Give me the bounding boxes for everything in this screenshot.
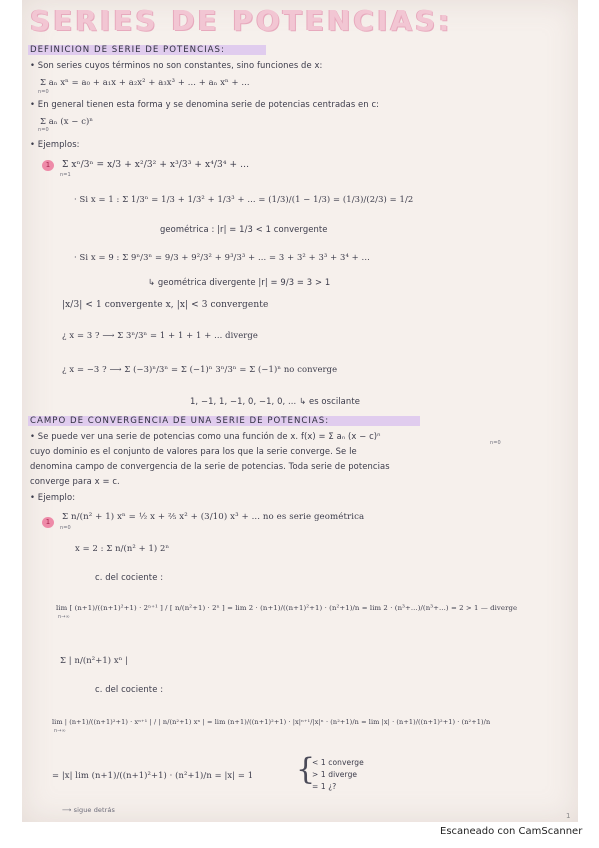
page-number: 1 <box>566 812 571 820</box>
text-line: • Se puede ver una serie de potencias como una función de x. f(x) = Σ aₙ (x − c)ⁿ <box>30 431 381 441</box>
formula-line: Σ aₙ xⁿ = a₀ + a₁x + a₂x² + a₃x³ + ... + aₙ xⁿ + ... <box>40 77 250 87</box>
formula-line: ¿ x = −3 ? ⟶ Σ (−3)ⁿ/3ⁿ = Σ (−1)ⁿ 3ⁿ/3ⁿ = Σ (−1)ⁿ no converge <box>62 364 338 374</box>
sum-limit: n=0 <box>60 525 71 531</box>
case-line: = 1 ¿? <box>312 782 337 791</box>
sum-limit: n=0 <box>38 127 49 133</box>
formula-line: lim [ (n+1)/((n+1)²+1) · 2ⁿ⁺¹ ] / [ n/(n²+1) · 2ⁿ ] = lim 2 · (n+1)/((n+1)²+1) · (n²+1)/n = lim 2 · (n³+...)/(n³+...) = 2 > 1 — diverge <box>56 604 518 612</box>
formula-line: · Si x = 9 : Σ 9ⁿ/3ⁿ = 9/3 + 9²/3² + 9³/3³ + ... = 3 + 3² + 3³ + 3⁴ + ... <box>74 252 370 262</box>
example-badge: 1 <box>42 517 54 528</box>
section-heading-campo: CAMPO DE CONVERGENCIA DE UNA SERIE DE POTENCIAS: <box>30 416 330 426</box>
formula-line: Σ xⁿ/3ⁿ = x/3 + x²/3² + x³/3³ + x⁴/3⁴ + ... <box>62 160 250 170</box>
formula-line: |x/3| < 1 convergente x, |x| < 3 convergente <box>62 300 269 310</box>
formula-line: x = 2 : Σ n/(n² + 1) 2ⁿ <box>75 543 170 553</box>
sum-limit: n=0 <box>38 89 49 95</box>
formula-line: ¿ x = 3 ? ⟶ Σ 3ⁿ/3ⁿ = 1 + 1 + 1 + ... diverge <box>62 330 258 340</box>
case-brace: { <box>296 752 316 787</box>
text-line: cuyo dominio es el conjunto de valores para los que la serie converge. Se le <box>30 446 357 456</box>
scanner-watermark: Escaneado con CamScanner <box>440 826 583 837</box>
text-line: c. del cociente : <box>95 572 164 582</box>
case-line: > 1 diverge <box>312 770 358 779</box>
limit-subscript: n→∞ <box>58 614 70 620</box>
formula-line: Σ | n/(n²+1) xⁿ | <box>60 655 129 665</box>
formula-line: = |x| lim (n+1)/((n+1)²+1) · (n²+1)/n = |x| = 1 <box>52 770 254 780</box>
example-badge: 1 <box>42 160 54 171</box>
sum-limit: n=1 <box>60 172 71 178</box>
limit-subscript: n→∞ <box>54 728 66 734</box>
text-line: • Son series cuyos términos no son constantes, sino funciones de x: <box>30 60 323 70</box>
text-line: • Ejemplo: <box>30 492 76 502</box>
case-line: < 1 converge <box>312 758 364 767</box>
formula-line: lim | (n+1)/((n+1)²+1) · xⁿ⁺¹ | / | n/(n²+1) xⁿ | = lim (n+1)/((n+1)²+1) · |x|ⁿ⁺¹/|x|ⁿ · (n²+1)/n = lim |x| · (n+1)/((n+1)²+1) · (n²+1)/n <box>52 718 491 726</box>
text-line: • En general tienen esta forma y se denomina serie de potencias centradas en c: <box>30 99 380 109</box>
section-heading-definition: DEFINICION DE SERIE DE POTENCIAS: <box>30 45 225 55</box>
text-line: converge para x = c. <box>30 476 120 486</box>
text-line: ↳ geométrica divergente |r| = 9/3 = 3 > 1 <box>148 277 331 287</box>
text-line: • Ejemplos: <box>30 139 80 149</box>
text-line: denomina campo de convergencia de la serie de potencias. Toda serie de potencias <box>30 461 390 471</box>
continue-note: ⟶ sigue detrás <box>62 806 116 814</box>
formula-line: · Si x = 1 : Σ 1/3ⁿ = 1/3 + 1/3² + 1/3³ + ... = (1/3)/(1 − 1/3) = (1/3)/(2/3) = 1/2 <box>74 194 414 204</box>
sum-limit: n=0 <box>490 440 501 446</box>
text-line: 1, −1, 1, −1, 0, −1, 0, ... ↳ es oscilante <box>190 396 360 406</box>
page-title: SERIES DE POTENCIAS: <box>30 4 453 37</box>
formula-line: Σ aₙ (x − c)ⁿ <box>40 116 94 126</box>
text-line: geométrica : |r| = 1/3 < 1 convergente <box>160 224 328 234</box>
formula-line: Σ n/(n² + 1) xⁿ = ½ x + ⅖ x² + (3/10) x³ + ... no es serie geométrica <box>62 512 365 522</box>
notebook-page <box>22 0 578 822</box>
text-line: c. del cociente : <box>95 684 164 694</box>
